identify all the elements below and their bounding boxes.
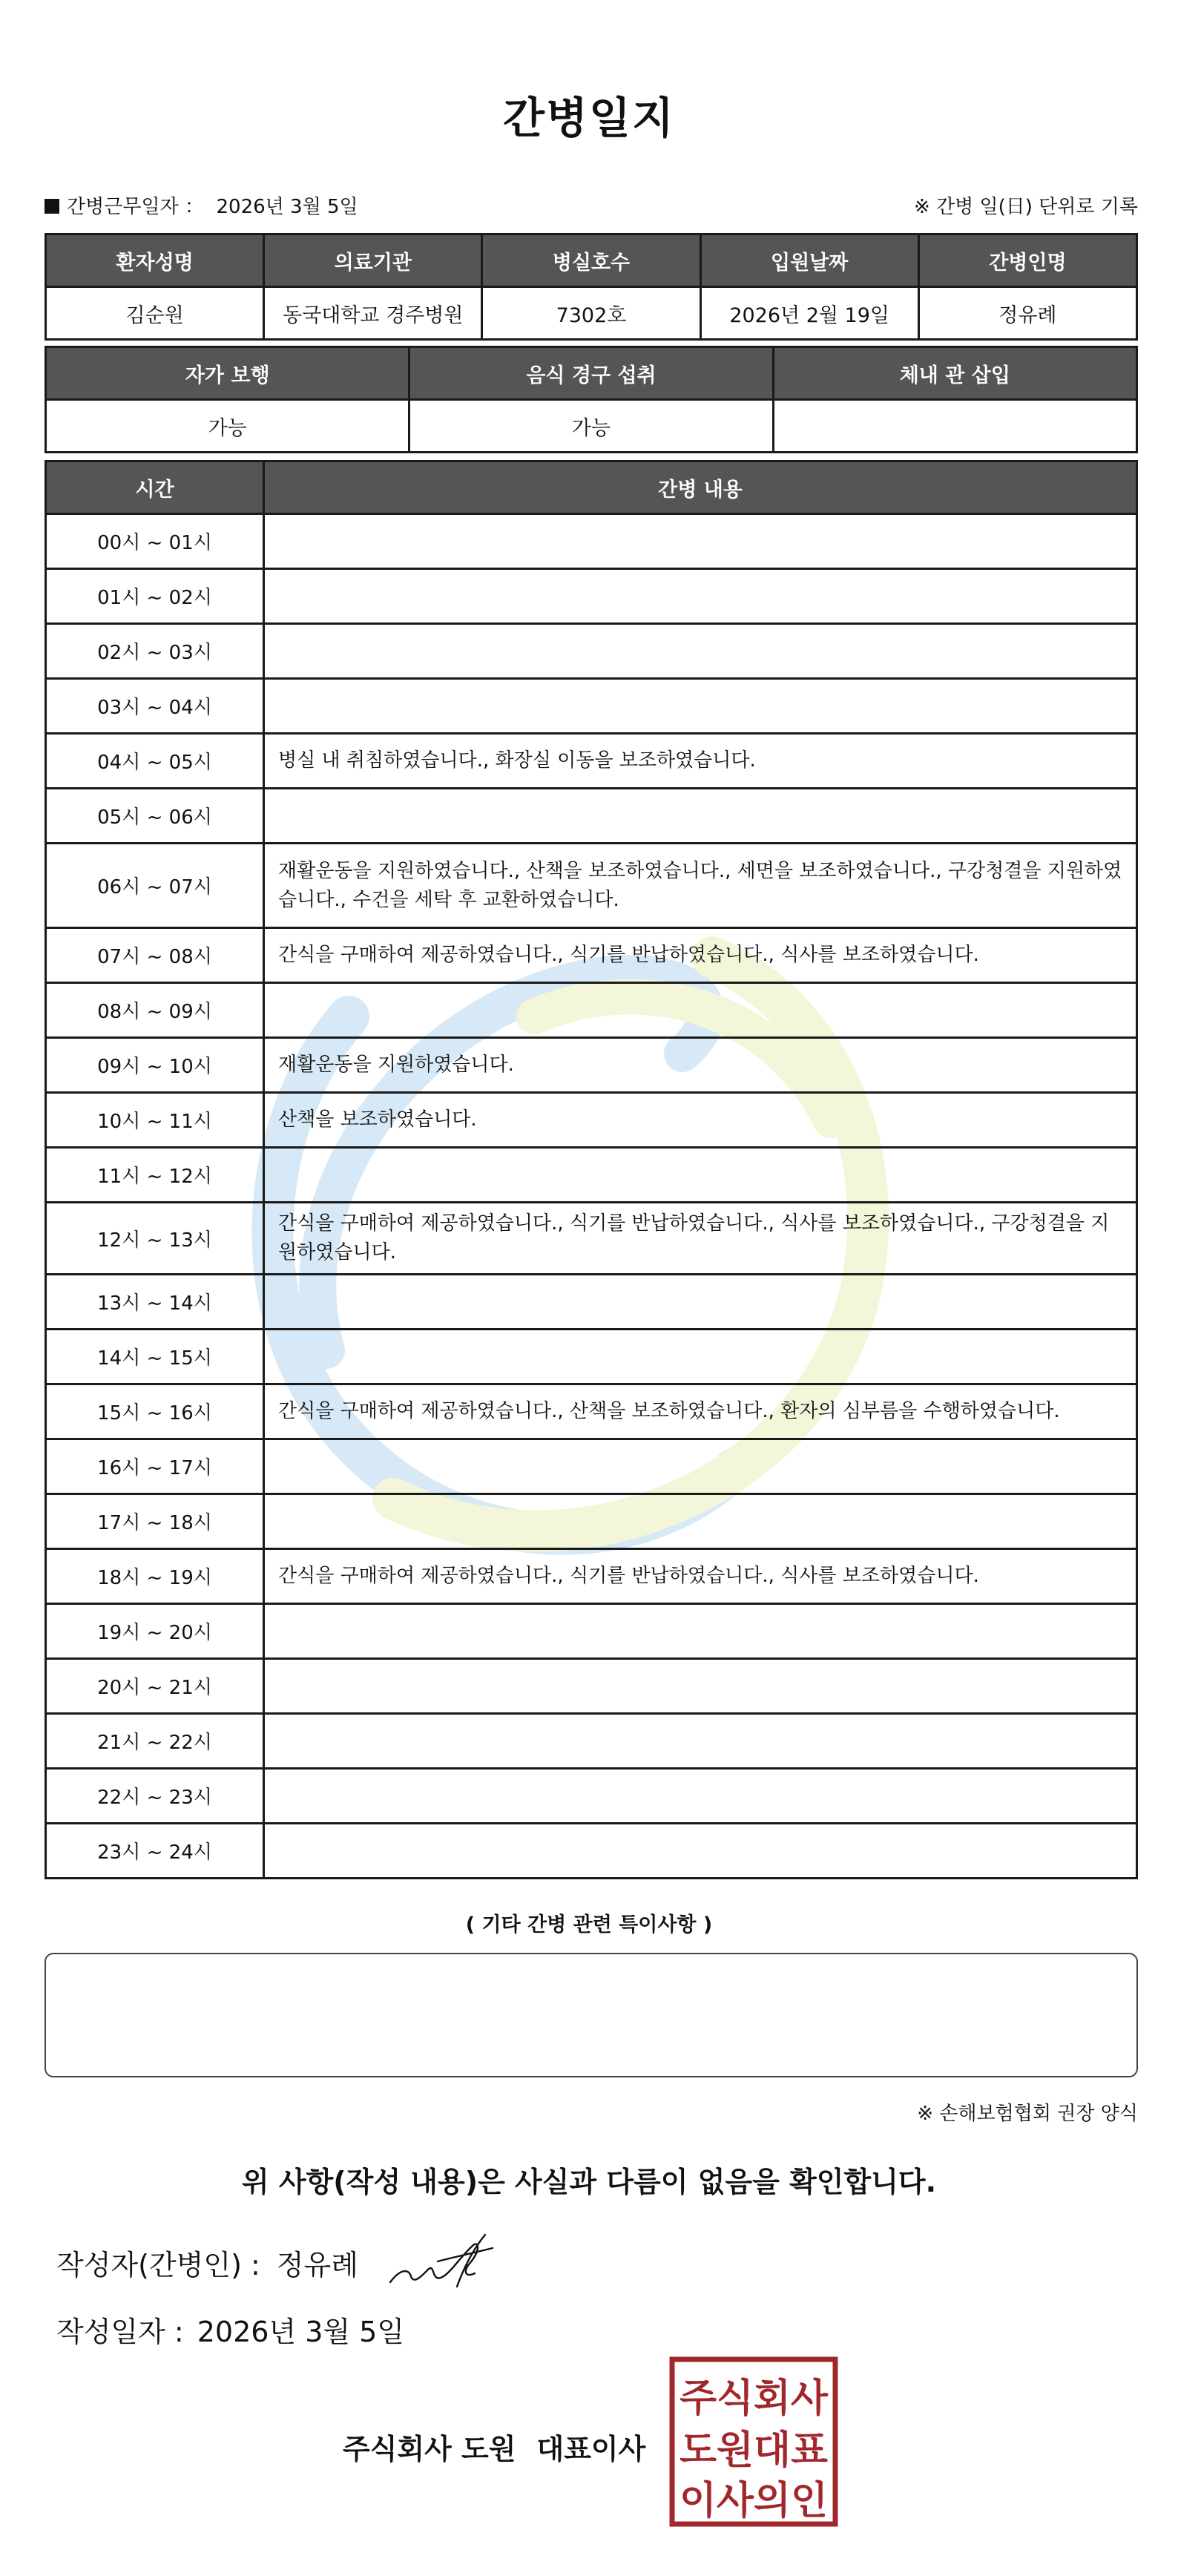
- self-walking-value: 가능: [46, 400, 409, 453]
- log-time: 15시 ~ 16시: [46, 1384, 264, 1439]
- log-time: 21시 ~ 22시: [46, 1714, 264, 1769]
- log-content: [264, 1714, 1137, 1769]
- table-row: [46, 1494, 1137, 1549]
- log-content: 간식을 구매하여 제공하였습니다., 식기를 반납하였습니다., 식사를 보조하였습니다.: [264, 928, 1137, 983]
- log-time: 10시 ~ 11시: [46, 1093, 264, 1148]
- log-content: 간식을 구매하여 제공하였습니다., 식기를 반납하였습니다., 식사를 보조하였습니다.: [264, 1549, 1137, 1604]
- log-time: 06시 ~ 07시: [46, 844, 264, 928]
- header-care-content: 간병 내용: [264, 461, 1137, 514]
- remarks-box: [45, 1953, 1138, 2077]
- log-content: 간식을 구매하여 제공하였습니다., 식기를 반납하였습니다., 식사를 보조하였습니다., 구강청결을 지원하였습니다.: [264, 1203, 1137, 1275]
- log-content: [264, 679, 1137, 734]
- care-log-body: [46, 514, 1137, 1879]
- log-content: [264, 1494, 1137, 1549]
- log-content: [264, 1769, 1137, 1824]
- log-time: 20시 ~ 21시: [46, 1659, 264, 1714]
- log-time: 07시 ~ 08시: [46, 928, 264, 983]
- seal-line-2: 도원대표: [680, 2428, 828, 2473]
- log-content: 병실 내 취침하였습니다., 화장실 이동을 보조하였습니다.: [264, 734, 1137, 789]
- seal-line-3: 이사의인: [680, 2479, 828, 2523]
- header-institution: 의료기관: [264, 234, 482, 287]
- log-time: 09시 ~ 10시: [46, 1038, 264, 1093]
- caregiver-name: 정유례: [918, 287, 1136, 340]
- table-row: [46, 1714, 1137, 1769]
- table-row: [46, 1659, 1137, 1714]
- page-title: 간병일지: [502, 93, 676, 143]
- log-time: 19시 ~ 20시: [46, 1604, 264, 1659]
- abilities-table: [45, 346, 1138, 453]
- company-role: 대표이사: [536, 2433, 646, 2465]
- meta-row: [45, 191, 1138, 221]
- log-time: 03시 ~ 04시: [46, 679, 264, 734]
- log-time: 13시 ~ 14시: [46, 1275, 264, 1330]
- log-time: 11시 ~ 12시: [46, 1148, 264, 1203]
- table-row: [46, 624, 1137, 679]
- log-content: [264, 1275, 1137, 1330]
- log-time: 02시 ~ 03시: [46, 624, 264, 679]
- log-time: 01시 ~ 02시: [46, 569, 264, 624]
- table-row: [46, 1275, 1137, 1330]
- log-content: [264, 1439, 1137, 1494]
- log-content: [264, 624, 1137, 679]
- unit-note: ※ 간병 일(日) 단위로 기록: [913, 196, 1138, 218]
- log-content: [264, 1604, 1137, 1659]
- patient-name: 김순원: [46, 287, 264, 340]
- written-date-line: [56, 2309, 404, 2350]
- table-row: [46, 1093, 1137, 1148]
- header-room: 병실호수: [482, 234, 700, 287]
- table-row: [46, 1330, 1137, 1384]
- log-time: 16시 ~ 17시: [46, 1439, 264, 1494]
- log-content: 재활운동을 지원하였습니다.: [264, 1038, 1137, 1093]
- log-time: 04시 ~ 05시: [46, 734, 264, 789]
- patient-info-header-row: [46, 234, 1137, 287]
- header-admission-date: 입원날짜: [700, 234, 918, 287]
- recommend-note: ※ 손해보험협회 권장 양식: [917, 2103, 1138, 2125]
- header-oral-intake: 음식 경구 섭취: [409, 347, 773, 400]
- care-log-header-row: [46, 461, 1137, 514]
- header-tube-insertion: 체내 관 삽입: [773, 347, 1136, 400]
- table-row: [46, 1384, 1137, 1439]
- writer-line: [56, 2242, 358, 2283]
- log-content: [264, 514, 1137, 569]
- table-row: [46, 844, 1137, 928]
- tube-insertion-value: [773, 400, 1136, 453]
- log-time: 05시 ~ 06시: [46, 789, 264, 844]
- writer-label: 작성자(간병인) :: [56, 2249, 260, 2281]
- table-row: [46, 789, 1137, 844]
- abilities-header-row: [46, 347, 1137, 400]
- header-self-walking: 자가 보행: [46, 347, 409, 400]
- table-row: [46, 1203, 1137, 1275]
- table-row: [46, 1439, 1137, 1494]
- table-row: [46, 1824, 1137, 1879]
- log-time: 12시 ~ 13시: [46, 1203, 264, 1275]
- work-date-label: 간병근무일자 ：: [67, 196, 204, 218]
- table-row: [46, 514, 1137, 569]
- work-date-value: 2026년 3월 5일: [216, 196, 358, 218]
- seal-line-1: 주식회사: [680, 2376, 829, 2421]
- table-row: [46, 1604, 1137, 1659]
- table-row: [46, 679, 1137, 734]
- company-seal: [669, 2356, 838, 2527]
- company-name: 주식회사 도원: [343, 2433, 516, 2465]
- log-content: 간식을 구매하여 제공하였습니다., 산책을 보조하였습니다., 환자의 심부름을 수행하였습니다.: [264, 1384, 1137, 1439]
- patient-info-value-row: [46, 287, 1137, 340]
- remarks-title: ( 기타 간병 관련 특이사항 ): [465, 1913, 713, 1936]
- table-row: [46, 1769, 1137, 1824]
- patient-info-table: [45, 233, 1138, 341]
- institution: 동국대학교 경주병원: [264, 287, 482, 340]
- work-date: [45, 191, 358, 219]
- log-time: 08시 ~ 09시: [46, 983, 264, 1038]
- signature: [386, 2229, 497, 2296]
- table-row: [46, 734, 1137, 789]
- log-content: [264, 1659, 1137, 1714]
- table-row: [46, 569, 1137, 624]
- log-content: 산책을 보조하였습니다.: [264, 1093, 1137, 1148]
- care-log-table: [45, 460, 1138, 1879]
- log-time: 00시 ~ 01시: [46, 514, 264, 569]
- log-time: 23시 ~ 24시: [46, 1824, 264, 1879]
- log-time: 14시 ~ 15시: [46, 1330, 264, 1384]
- table-row: [46, 1549, 1137, 1604]
- log-content: [264, 983, 1137, 1038]
- company-line: [343, 2426, 645, 2467]
- written-date-label: 작성일자 :: [56, 2316, 184, 2348]
- log-time: 22시 ~ 23시: [46, 1769, 264, 1824]
- log-time: 18시 ~ 19시: [46, 1549, 264, 1604]
- admission-date: 2026년 2월 19일: [700, 287, 918, 340]
- log-content: [264, 1824, 1137, 1879]
- log-content: [264, 1330, 1137, 1384]
- table-row: [46, 983, 1137, 1038]
- confirm-statement: 위 사항(작성 내용)은 사실과 다름이 없음을 확인합니다.: [241, 2166, 937, 2198]
- header-caregiver: 간병인명: [918, 234, 1136, 287]
- log-content: 재활운동을 지원하였습니다., 산책을 보조하였습니다., 세면을 보조하였습니다., 구강청결을 지원하였습니다., 수건을 세탁 후 교환하였습니다.: [264, 844, 1137, 928]
- table-row: [46, 1148, 1137, 1203]
- header-patient-name: 환자성명: [46, 234, 264, 287]
- log-time: 17시 ~ 18시: [46, 1494, 264, 1549]
- square-bullet-icon: [45, 199, 59, 214]
- room-number: 7302호: [482, 287, 700, 340]
- log-content: [264, 1148, 1137, 1203]
- table-row: [46, 928, 1137, 983]
- log-content: [264, 789, 1137, 844]
- abilities-value-row: [46, 400, 1137, 453]
- table-row: [46, 1038, 1137, 1093]
- header-time: 시간: [46, 461, 264, 514]
- oral-intake-value: 가능: [409, 400, 773, 453]
- writer-name: 정유례: [276, 2249, 358, 2281]
- written-date-value: 2026년 3월 5일: [197, 2316, 405, 2348]
- log-content: [264, 569, 1137, 624]
